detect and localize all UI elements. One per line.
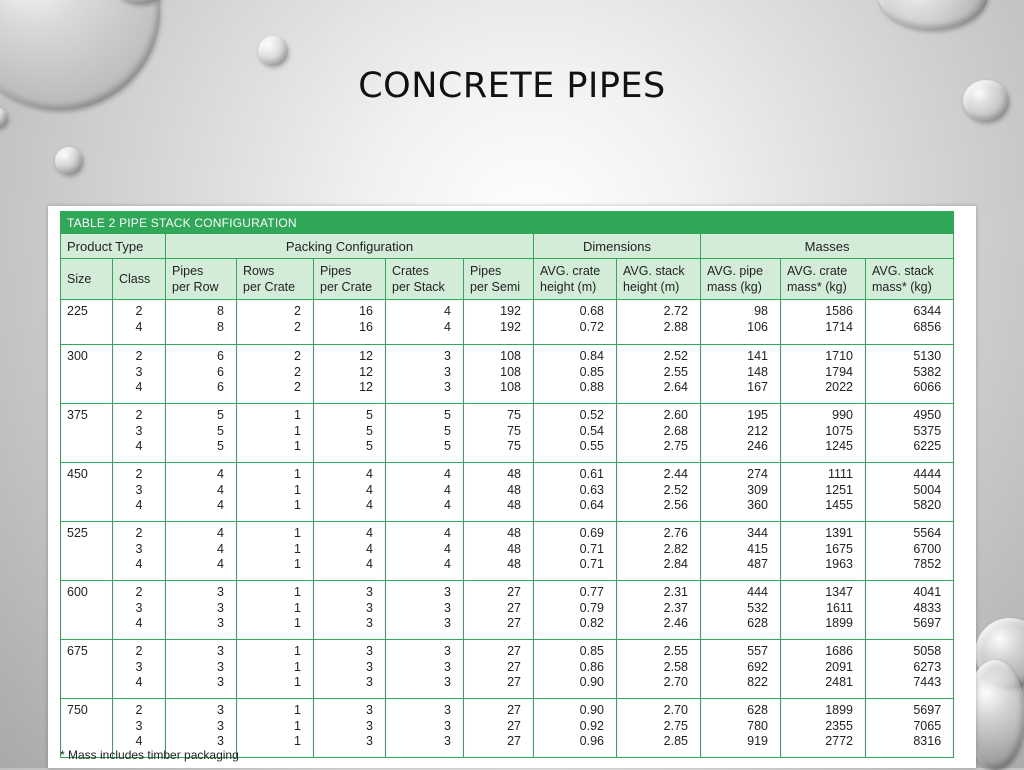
- cell-pipes-per-row: 8 8: [166, 300, 237, 345]
- cell-rows-per-crate: 1 1 1: [237, 463, 314, 522]
- cell-pipes-per-crate: 4 4 4: [314, 522, 386, 581]
- table-footnote: * Mass includes timber packaging: [60, 748, 239, 762]
- cell-pipes-per-row: 3 3 3: [166, 699, 237, 758]
- cell-crates-per-stack: 4 4 4: [386, 522, 464, 581]
- cell-class: 2 3 4: [113, 345, 166, 404]
- column-header-class: Class: [113, 259, 166, 300]
- cell-avg-stack-height: 2.55 2.58 2.70: [617, 640, 701, 699]
- cell-class: 2 4: [113, 300, 166, 345]
- cell-avg-pipe-mass: 628 780 919: [701, 699, 781, 758]
- cell-size: 675: [61, 640, 113, 699]
- cell-rows-per-crate: 1 1 1: [237, 640, 314, 699]
- cell-avg-pipe-mass: 274 309 360: [701, 463, 781, 522]
- column-header-avg-crate-mass: AVG. crate mass* (kg): [781, 259, 866, 300]
- cell-avg-crate-height: 0.61 0.63 0.64: [534, 463, 617, 522]
- cell-avg-crate-height: 0.77 0.79 0.82: [534, 581, 617, 640]
- cell-crates-per-stack: 3 3 3: [386, 640, 464, 699]
- cell-pipes-per-semi: 27 27 27: [464, 699, 534, 758]
- column-header-avg-stack-height: AVG. stack height (m): [617, 259, 701, 300]
- cell-pipes-per-row: 6 6 6: [166, 345, 237, 404]
- cell-avg-pipe-mass: 344 415 487: [701, 522, 781, 581]
- column-header-pipes-per-row: Pipes per Row: [166, 259, 237, 300]
- cell-avg-stack-mass: 5130 5382 6066: [866, 345, 954, 404]
- cell-pipes-per-semi: 48 48 48: [464, 522, 534, 581]
- cell-avg-crate-mass: 990 1075 1245: [781, 404, 866, 463]
- cell-pipes-per-semi: 192 192: [464, 300, 534, 345]
- column-header-avg-stack-mass: AVG. stack mass* (kg): [866, 259, 954, 300]
- cell-avg-crate-mass: 1686 2091 2481: [781, 640, 866, 699]
- cell-pipes-per-row: 4 4 4: [166, 463, 237, 522]
- cell-class: 2 3 4: [113, 699, 166, 758]
- cell-pipes-per-crate: 12 12 12: [314, 345, 386, 404]
- column-header-avg-crate-height: AVG. crate height (m): [534, 259, 617, 300]
- slide-title: CONCRETE PIPES: [358, 66, 666, 106]
- cell-pipes-per-semi: 27 27 27: [464, 640, 534, 699]
- cell-size: 525: [61, 522, 113, 581]
- cell-crates-per-stack: 5 5 5: [386, 404, 464, 463]
- cell-avg-stack-mass: 5058 6273 7443: [866, 640, 954, 699]
- column-header-crates-per-stack: Crates per Stack: [386, 259, 464, 300]
- cell-avg-crate-mass: 1391 1675 1963: [781, 522, 866, 581]
- cell-pipes-per-crate: 16 16: [314, 300, 386, 345]
- cell-crates-per-stack: 3 3 3: [386, 699, 464, 758]
- decorative-droplet: [55, 147, 83, 175]
- table-row: [61, 522, 954, 581]
- cell-avg-pipe-mass: 444 532 628: [701, 581, 781, 640]
- table-row: [61, 404, 954, 463]
- cell-avg-crate-height: 0.68 0.72: [534, 300, 617, 345]
- cell-avg-crate-height: 0.90 0.92 0.96: [534, 699, 617, 758]
- column-header-rows-per-crate: Rows per Crate: [237, 259, 314, 300]
- cell-avg-pipe-mass: 557 692 822: [701, 640, 781, 699]
- cell-rows-per-crate: 1 1 1: [237, 699, 314, 758]
- cell-avg-stack-mass: 4444 5004 5820: [866, 463, 954, 522]
- cell-avg-stack-mass: 6344 6856: [866, 300, 954, 345]
- cell-avg-stack-height: 2.60 2.68 2.75: [617, 404, 701, 463]
- column-header-size: Size: [61, 259, 113, 300]
- table-row: [61, 640, 954, 699]
- cell-pipes-per-row: 4 4 4: [166, 522, 237, 581]
- cell-pipes-per-crate: 5 5 5: [314, 404, 386, 463]
- cell-avg-stack-mass: 5564 6700 7852: [866, 522, 954, 581]
- group-header-dimensions: Dimensions: [534, 234, 701, 259]
- cell-size: 450: [61, 463, 113, 522]
- cell-avg-crate-mass: 1710 1794 2022: [781, 345, 866, 404]
- group-header-masses: Masses: [701, 234, 954, 259]
- table-row: [61, 581, 954, 640]
- cell-pipes-per-row: 3 3 3: [166, 581, 237, 640]
- cell-class: 2 3 4: [113, 404, 166, 463]
- cell-avg-stack-height: 2.31 2.37 2.46: [617, 581, 701, 640]
- group-header-packing: Packing Configuration: [166, 234, 534, 259]
- cell-pipes-per-row: 3 3 3: [166, 640, 237, 699]
- cell-pipes-per-crate: 4 4 4: [314, 463, 386, 522]
- cell-avg-crate-height: 0.52 0.54 0.55: [534, 404, 617, 463]
- decorative-droplet: [258, 36, 288, 66]
- cell-crates-per-stack: 3 3 3: [386, 345, 464, 404]
- cell-crates-per-stack: 3 3 3: [386, 581, 464, 640]
- decorative-droplet: [878, 0, 988, 30]
- cell-avg-stack-height: 2.72 2.88: [617, 300, 701, 345]
- cell-pipes-per-semi: 27 27 27: [464, 581, 534, 640]
- cell-rows-per-crate: 2 2: [237, 300, 314, 345]
- cell-avg-stack-height: 2.44 2.52 2.56: [617, 463, 701, 522]
- cell-size: 300: [61, 345, 113, 404]
- column-header-pipes-per-semi: Pipes per Semi: [464, 259, 534, 300]
- cell-avg-crate-mass: 1586 1714: [781, 300, 866, 345]
- cell-pipes-per-semi: 75 75 75: [464, 404, 534, 463]
- cell-avg-crate-mass: 1899 2355 2772: [781, 699, 866, 758]
- group-header-product-type: Product Type: [61, 234, 166, 259]
- cell-pipes-per-crate: 3 3 3: [314, 640, 386, 699]
- cell-class: 2 3 4: [113, 581, 166, 640]
- column-header-pipes-per-crate: Pipes per Crate: [314, 259, 386, 300]
- cell-avg-crate-height: 0.85 0.86 0.90: [534, 640, 617, 699]
- table-caption: TABLE 2 PIPE STACK CONFIGURATION: [61, 212, 954, 234]
- cell-size: 750: [61, 699, 113, 758]
- cell-avg-stack-mass: 4950 5375 6225: [866, 404, 954, 463]
- table-row: [61, 300, 954, 345]
- cell-rows-per-crate: 1 1 1: [237, 522, 314, 581]
- cell-avg-pipe-mass: 195 212 246: [701, 404, 781, 463]
- pipe-stack-table: [60, 211, 954, 758]
- cell-avg-crate-height: 0.69 0.71 0.71: [534, 522, 617, 581]
- cell-avg-pipe-mass: 141 148 167: [701, 345, 781, 404]
- cell-rows-per-crate: 1 1 1: [237, 581, 314, 640]
- cell-class: 2 3 4: [113, 463, 166, 522]
- cell-avg-stack-mass: 5697 7065 8316: [866, 699, 954, 758]
- cell-avg-stack-height: 2.52 2.55 2.64: [617, 345, 701, 404]
- cell-pipes-per-row: 5 5 5: [166, 404, 237, 463]
- cell-avg-stack-mass: 4041 4833 5697: [866, 581, 954, 640]
- cell-size: 600: [61, 581, 113, 640]
- cell-class: 2 3 4: [113, 640, 166, 699]
- decorative-droplet: [0, 108, 8, 128]
- cell-avg-crate-mass: 1111 1251 1455: [781, 463, 866, 522]
- cell-rows-per-crate: 1 1 1: [237, 404, 314, 463]
- cell-pipes-per-semi: 48 48 48: [464, 463, 534, 522]
- table-row: [61, 345, 954, 404]
- cell-avg-crate-height: 0.84 0.85 0.88: [534, 345, 617, 404]
- cell-rows-per-crate: 2 2 2: [237, 345, 314, 404]
- cell-class: 2 3 4: [113, 522, 166, 581]
- cell-pipes-per-crate: 3 3 3: [314, 699, 386, 758]
- table-row: [61, 463, 954, 522]
- cell-size: 375: [61, 404, 113, 463]
- cell-pipes-per-semi: 108 108 108: [464, 345, 534, 404]
- cell-avg-stack-height: 2.76 2.82 2.84: [617, 522, 701, 581]
- table-image-panel: [48, 206, 976, 768]
- cell-crates-per-stack: 4 4 4: [386, 463, 464, 522]
- cell-crates-per-stack: 4 4: [386, 300, 464, 345]
- cell-avg-crate-mass: 1347 1611 1899: [781, 581, 866, 640]
- cell-size: 225: [61, 300, 113, 345]
- cell-pipes-per-crate: 3 3 3: [314, 581, 386, 640]
- cell-avg-stack-height: 2.70 2.75 2.85: [617, 699, 701, 758]
- cell-avg-pipe-mass: 98 106: [701, 300, 781, 345]
- column-header-avg-pipe-mass: AVG. pipe mass (kg): [701, 259, 781, 300]
